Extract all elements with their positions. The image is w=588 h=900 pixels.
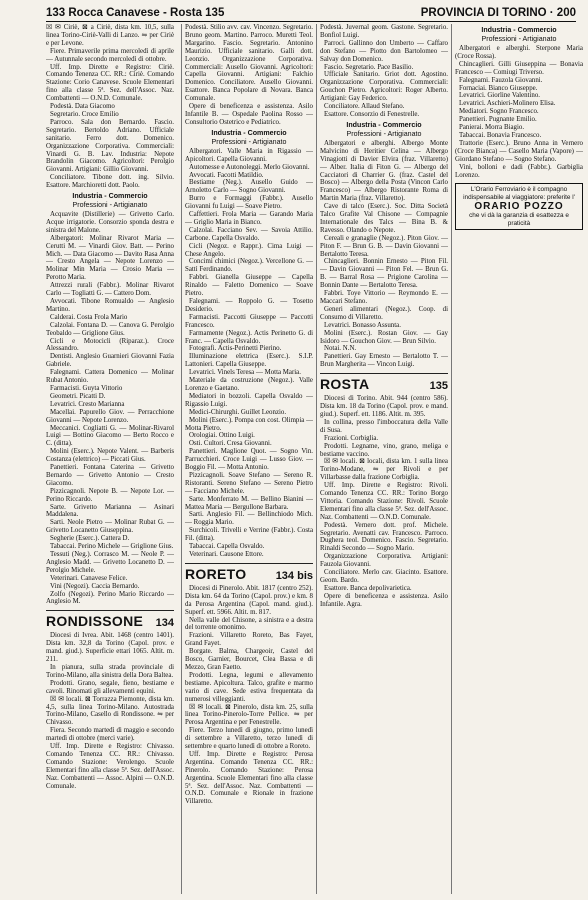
listing: Cicli (Negoz. e Rappr.). Cima Luigi — Chese Angelo. xyxy=(185,242,313,258)
column-3 xyxy=(316,24,448,894)
listing: Automesse e Autonoleggi. Merlo Giovanni. xyxy=(189,163,310,171)
section-title: Industria - Commercio xyxy=(346,120,422,129)
listing: Meccanici. Cogliatti G. — Molinar-Rivarol Luigi — Bottino Giacomo — Berto Rocco e C. (ditta). xyxy=(46,424,174,448)
paragraph: Conciliatore. Tibone dott. ing. Silvio. Esattore. Marchioretti dott. Paolo. xyxy=(46,174,174,190)
paragraph: Organizzazione Corporativa. Artigiani: Fauzola Giovanni. xyxy=(320,553,448,569)
listing: Macellai. Papurello Giov. — Perracchione Giovanni — Nepote Lorenzo. xyxy=(46,408,174,424)
paragraph: In pianura, sulla strada provinciale di Torino-Milano, alla sinistra della Dora Baltea. xyxy=(46,663,174,679)
listing: Sarte. Grivetto Marianna — Asinari Maddalena. xyxy=(46,503,174,519)
paragraph: Ufficiale Sanitario. Griot dott. Agostino. Organizzazione Corporativa. Commerciali: Gouchon Pietro. Agricoltori: Roger Alberto. Artigiani: Gay Federico. xyxy=(320,71,448,103)
paragraph: Fiera. Secondo martedì di maggio e secondo martedì di ottobre (merci varie). xyxy=(46,727,174,743)
paragraph: Podestà. Data Giacomo xyxy=(50,103,115,111)
listing: Veterinari. Causone Ettore. xyxy=(189,551,264,558)
listing: Levatrici. Cresto Marianna xyxy=(50,400,125,408)
listing: Chincaglieri. Bonnin Ernesto — Piton Fil. — Davin Giovanni — Piton Fel. — Brun G. B. — Barral Rosa — Prigione Carolina — Bonnin Dante — Bertalotto Teresa. xyxy=(320,258,448,290)
listing: Molini (Eserc.). Nepote Valent. — Barberis Costanza (elettrico) — Piccati Gius. xyxy=(46,448,174,464)
listing: Molini (Eserc.). Pompa con cost. Olimpia — Motta Pietro. xyxy=(185,416,313,432)
listing: Surchicoli. Trivelli e Verrine (Fabbr.). Costa Fil. (ditta). xyxy=(185,527,313,543)
listing: Levatrici. Bonasso Assunta. xyxy=(324,321,401,329)
header-left: 133 Rocca Canavese - Rosta 135 xyxy=(46,6,225,19)
paragraph: Uff. Imp. Dirette e Registro: Chivasso. Comando Tenenza CC. RR.: Chivasso. Comando Stazione: Verolengo. Scuole Elementari fino alla classe 5ª. Sez. dell'Assoc. Naz. Combattenti — Assoc. Alpini — O.N.D. Comunale. xyxy=(46,743,174,790)
paragraph: Podestà. Juvernal geom. Gastone. Segretario. Bonfiol Luigi. xyxy=(320,24,448,39)
listing: Tessuti (Neg.). Corrasco M. — Neole P. — Anglesio Madd. — Grivetto Locanetto D. — Perolgio Michele. xyxy=(46,551,174,574)
paragraph: Prodotti. Legna, legumi e allevamento bestiame. Apicoltura. Talco, grafite e marmo vario di cave. Sede estiva frequentata da numerosi villeggianti. xyxy=(185,671,313,703)
paragraph: ☒ ✉ Ciriè, ⊠ a Ciriè, dista km. 10,5, sulla linea Torino-Ciriè-Valli di Lanzo. ⇋ per Ciriè e per Levone. xyxy=(46,24,174,47)
listing: Bestiame (Neg.). Ausello Guido — Arnoletto Carlo — Sogno Giovanni. xyxy=(185,179,313,195)
listing: Avvocati. Facotti Matildio. xyxy=(189,171,264,179)
town-name: ROSTA xyxy=(320,376,370,393)
listing: Albergatori. Valle Maria in Rigassio — Apicoltori. Capella Giovanni. xyxy=(185,147,313,163)
listing: Molini (Eserc.). Rostan Giov. — Gay Isidoro — Gouchon Giov. — Brun Silvio. xyxy=(320,329,448,345)
listing: Panettieri. Gay Ernesto — Bertalotto T. — Brun Margherita — Vincon Luigi. xyxy=(320,353,448,369)
paragraph: Esattore. Consorzio di Fenestrelle. xyxy=(324,110,420,118)
paragraph: ☒ ✉ locali. ⊠ locali, dista km. 1 sulla linea Torino-Modane, ⇋ per Rivoli e per Villarbasse dalla frazione Corbiglia. xyxy=(320,458,448,482)
paragraph: Fascio. Segretario. Pace Basilio. xyxy=(324,63,414,71)
listing: Falegnami. Fauzola Giovanni. xyxy=(459,76,543,84)
town-number: 134 bis xyxy=(275,569,313,582)
listing: Calzolai. Fontana D. — Canova G. Perolgio Teobaldo — Griglione Gius. xyxy=(46,321,174,337)
listing: Dentisti. Anglesio Guarnieri Giovanni Fazia Gabriele. xyxy=(46,353,174,369)
orario-pozzo-ad xyxy=(455,183,583,230)
town-number: 135 xyxy=(429,380,448,393)
listing: Acquavite (Distillerie) — Grivetto Carlo. Acque irrigatorie. Consorzio sponda destra e sinistra del Malone. xyxy=(46,211,174,234)
ad-line-3: che vi dà la garanzia di esattezza e praticità xyxy=(469,212,569,227)
paragraph: Frazioni. Corbiglia. xyxy=(324,434,379,442)
section-subtitle: Professioni - Artigianato xyxy=(72,201,148,210)
paragraph: Podestà. Vernero dott. prof. Michele. Segretario. Avenatti cav. Francesco. Parroco. Dughera teol. Domenico. Fascio. Segretario. Rinaldi Secondo — Sogno Mario. xyxy=(320,521,448,553)
listing: Cereali e granaglie (Negoz.). Piton Giov. — Piton F. — Brun G. B. — Davin Giovanni — Bertalotto Teresa. xyxy=(320,234,448,258)
listing: Attrezzi rurali (Fabbr.). Molinar Rivarot Carlo — Togliatti G. — Cattero Dom. xyxy=(46,282,174,298)
listing: Tabaccai. Capella Osvaldo. xyxy=(189,543,265,551)
listing: Tabaccai. Bonavia Francesco. xyxy=(459,131,542,139)
paragraph: Uff. Imp. Dirette e Registro: Perosa Argentina. Comando Tenenza CC. RR.: Pinerolo. Comando Stazione: Perosa Argentina. Scuole Elementari fino alla classe 5ª. Sez. dell'Assoc. Naz. Combattenti — O.N.D. Comunale e Rionale in frazione Villaretto. xyxy=(185,750,313,806)
listing: Falegnami. Cattera Domenico — Molinar Rubat Antonio. xyxy=(46,369,174,385)
paragraph: Conciliatore. Merlo cav. Giacinto. Esattore. Geom. Bardo. xyxy=(320,569,448,584)
listing: Sarti. Neole Pietro — Molinar Rubat G. — Grivetto Locanetto Giuseppina. xyxy=(46,519,174,535)
header-right: PROVINCIA DI TORINO · 200 xyxy=(420,6,576,19)
listing: Trattorie (Eserc.). Bruno Anna in Vernero (Croce Bianca) — Casello Maria (Vapore) — Giordano Stefano — Sogno Stefano. xyxy=(455,139,583,163)
listing: Geometri. Picatti D. xyxy=(50,392,106,400)
listing: Vini, bolloni e dadi (Fabbr.). Garbiglia Lorenzo. xyxy=(455,163,583,179)
paragraph: Parroco. Sala don Bernardo. Fascio. Segretario. Bertoldo Adriano. Ufficiale sanitario. Ferro dott. Domenico. Organizzazione Corporativa. Commerciali: Vinardi G. B. Lav. Industria: Nepote Brandolin Giacomo. Agricoltori: Perolgio Giovanni. Artigiani: Gillio Giovanni. xyxy=(46,118,174,174)
town-heading xyxy=(320,373,448,392)
paragraph: Conciliatore. Allaud Stefano. xyxy=(324,103,405,111)
town-heading xyxy=(185,563,313,582)
paragraph: Nella valle del Chisone, a sinistra e a destra del torrente omonimo. xyxy=(185,616,313,632)
paragraph: Diocesi di Pinerolo. Abit. 1817 (centro 252). Dista km. 64 da Torino (Capol. prov.) e km. 8 da Perosa Argentina (Capol. mand. giud.). Superf. ett. 5966. Altit. m. 817. xyxy=(185,584,313,616)
listing: Levatrici. Vinels Teresa — Motta Maria. xyxy=(189,369,301,377)
column-1 xyxy=(46,24,174,894)
listing: Calzolai. Facciano Sev. — Savoia Attilio. Carbone. Capella Osvaldo. xyxy=(185,226,313,242)
town-heading xyxy=(46,610,174,629)
listing: Panierai. Morra Biagio. xyxy=(459,124,525,132)
section-title: Industria - Commercio xyxy=(72,192,148,201)
listing: Farmamente (Negoz.). Actis Perinetto G. di Franc. — Capella Osvaldo. xyxy=(185,329,313,345)
listing: Farmacisti. Paccotti Giuseppe — Paccotti Francesco. xyxy=(185,313,313,329)
town-name: RORETO xyxy=(185,565,247,582)
listing: Tabaccai. Perino Michele — Griglione Gius. xyxy=(50,543,174,551)
paragraph: Uff. Imp. Dirette e Registro: Rivoli. Comando Tenenza CC. RR.: Torino Borgo Vittoria. Comando Stazione: Rivoli. Scuole Elementari fino alla classe 5ª. Sez. dell'Assoc. Naz. Combattenti — O.N.D. Comunale. xyxy=(320,482,448,521)
listing: Farmacisti. Guyta Vittorio xyxy=(50,384,123,392)
section-subtitle: Professioni - Artigianato xyxy=(346,129,422,138)
paragraph: Frazioni. Villaretto Roreto, Bas Fayet, Grand Fayet. xyxy=(185,632,313,648)
town-name: RONDISSONE xyxy=(46,613,144,630)
column-4 xyxy=(451,24,583,894)
listing: Caffettieri. Frola Maria — Garando Maria — Griglio Maria in Bianco. xyxy=(185,211,313,226)
listing: Notai. N.N. xyxy=(324,345,357,353)
listing: Mediatori. Sogno Francesco. xyxy=(459,108,539,116)
listing: Orologiai. Ottino Luigi. xyxy=(189,432,255,440)
paragraph: Opere di beneficenza e assistenza. Asilo Infantile B. — Ospedale Paolina Rosso — Consultorio Ostetrico e Pediatrico. xyxy=(185,103,313,126)
listing: Albergatori e alberghi. Albergo Monte Malvicino di Heritier Celina — Albergo Vinagiotti di Davier Elvira (fraz. Villaretto) — Alber. Italia di Fiton G. — Albergo del Cacciatori di Charrier G. (fraz. Castel del Bosco) — Albergo della Posta (Vincon Carlo Francesco) — Albergo Ristorante Roma di Martin Maria (fraz. Villaretto). xyxy=(320,139,448,203)
listing: Sarte. Monferrato M. — Bellino Bianini — Mattea Maria — Bergullone Barbara. xyxy=(185,495,313,511)
listing: Pizzicagnoli. Nepote B. — Nepote Lor. — Perino Riccardo. xyxy=(46,487,174,503)
section-subtitle: Professioni - Artigianato xyxy=(481,35,557,43)
paragraph: Diocesi di Ivrea. Abit. 1468 (centro 1401). Dista km. 32,8 da Torino (Capol. prov. e mand. giud.). Superficie ettari 1065. Altit. m. 211. xyxy=(46,632,174,664)
town-number: 134 xyxy=(155,617,174,630)
paragraph: Prodotti. Grano, segale, fieno, bestiame e cavoli. Rinomati gli allevamenti equini. xyxy=(46,679,174,695)
listing: Pizzicagnoli. Soave Stefano — Sereno R. Ristoranti. Sereno Stefano — Sereno Pietro — Facciano Michele. xyxy=(185,471,313,495)
listing: Fabbri. Toye Vittorio — Reymondo E. — Maccari Stefano. xyxy=(320,290,448,305)
listing: Sarti. Anglesio Fil. — Bellinchiodo Mich. — Roggia Mario. xyxy=(185,511,313,527)
listing: Cave di talco (Eserc.). Soc. Ditta Società Talco Grafite Val Chisone — Compagnie Internationale des Talcs — Bina B. & Ravesso. Olando o Nepote. xyxy=(320,203,448,234)
page-header xyxy=(46,4,576,22)
listing: Osti. Cultori. Cresa Giovanni. xyxy=(189,440,272,448)
paragraph: Uff. Imp. Dirette e Registro: Ciriè. Comando Tenenza CC. RR.: Ciriè. Comando Stazione: Corio Canavese. Scuole Elementari fino alla classe 5ª. Sez. dell'Assoc. Naz. Combattenti — O.N.D. Comunale. xyxy=(46,63,174,103)
listing: Fabbri. Gianella Giuseppe — Capella Rinaldo — Faletto Domenico — Soave Pietro. xyxy=(185,274,313,298)
listing: Calderai. Costa Frola Mario xyxy=(50,313,128,321)
listing: Panettieri. Fontana Caterina — Grivetto Bernardo — Grivetto Antonio — Cresto Giacomo. xyxy=(46,464,174,487)
listing: Illuminazione elettrica (Eserc.). S.I.P. Lattonieri. Capella Giuseppe. xyxy=(185,353,313,369)
listing: Burro e Formaggi (Fabbr.). Ausello Giovanni fu Luigi — Soave Pietro. xyxy=(185,195,313,211)
listing: Segherie (Eserc.). Cattera D. xyxy=(50,535,130,543)
listing: Generi alimentari (Negoz.). Coop. di Consumo di Villaretto. xyxy=(320,305,448,321)
column-2 xyxy=(181,24,313,894)
listing: Cicli e Motocicli (Riparaz.). Croce Alessandro. xyxy=(46,337,174,353)
listing: Avvocati. Tibone Romualdo — Anglesio Martino. xyxy=(46,298,174,313)
listing: Veterinari. Canavese Felice. xyxy=(50,574,128,582)
listing: Vini (Negozi). Caccia Bernardo. xyxy=(50,582,140,590)
listing: Levatrici. Giorline Valentino. xyxy=(459,92,541,100)
listing: Falegnami. — Roppolo G. — Tosetto Desiderio. xyxy=(185,298,313,313)
paragraph: Opere di beneficenza e assistenza. Asilo Infantile. Agra. xyxy=(320,592,448,608)
listing: Panettieri. Maglione Quot. — Sogno Vin. Parrucchieri. Croce Luigi — Lusso Giov. — Boggio Fil. — Motta Antonio. xyxy=(185,448,313,472)
listing: Medici-Chirurghi. Guillet Leonzio. xyxy=(189,408,287,416)
paragraph: ☒ ✉ locali. ⊠ Torrazza Piemonte, dista km. 4,5, sulla linea Torino-Milano. Autostrada Torino-Milano, Casello di Rondissone. ⇋ per Chivasso. xyxy=(46,695,174,727)
paragraph: Podestà. Stilio avv. cav. Vincenzo. Segretario. Bruno geom. Martino. Parroco. Muretti Teol. Margarino. Fascio. Segretario. Antonino Maurizio. Ufficiale sanitario. Galli dott. Leonzio. Organizzazione Corporativa. Commerciali: Ausello Giovanni. Agricoltori: Capella Giovanni. Artigiani: Falchio Domenico. Conciliatore. Ausello Giovanni. Esattore. Banca Popolare di Novara. Banca Comunale. xyxy=(185,24,313,103)
listing: Materiale da costruzione (Negoz.). Valle Lorenzo e Gaetano. xyxy=(185,377,313,392)
listing: Albergatori: Molinar Rivarot Maria — Cerutti M. — Vinardi Giov. Batt. — Perino Mich. — Data Giacomo — Davito Rasa Anna — Cresto Angela — Nepote Lorenzo — Molinar Min Maria — Crosio Maria — Perotto Maria. xyxy=(46,234,174,282)
paragraph: Segretario. Croce Emilio xyxy=(50,110,119,118)
paragraph: Parroci. Gallinno don Umberto — Caffaro don Stefano — Piotto don Bartolomeo — Salvay don Domenico. xyxy=(320,39,448,63)
paragraph: Diocesi di Torino. Abit. 944 (centro 586). Dista km. 18 da Torino (Capol. prov. e mand. giud.). Superf. ett. 1186. Altit. m. 395. xyxy=(320,395,448,418)
listing: Fotografi. Actis-Perinetti Pierino. xyxy=(189,345,282,353)
paragraph: ☒ ✉ locali. ⊠ Pinerolo, dista km. 25, sulla linea Torino-Pinerolo-Torre Pellice. ⇋ per Perosa Argentina e per Fenestrelle. xyxy=(185,703,313,727)
listing: Fornaciai. Bianco Giuseppe. xyxy=(459,84,538,92)
ad-title: ORARIO POZZO xyxy=(474,201,564,213)
listing: Levatrici. Aschieri-Molinero Elisa. xyxy=(459,100,556,108)
section-subtitle: Professioni - Artigianato xyxy=(211,137,287,146)
listing: Mediatori in bozzoli. Capella Osvaldo — Rigassio Luigi. xyxy=(185,392,313,408)
listing: Zolfo (Negozi). Perino Mario Riccardo — Anglesio M. xyxy=(46,590,174,606)
paragraph: Borgate. Balma, Chargeoir, Castel del Bosco, Garnier, Bourcet, Clea Bassa e di Mezzo, Gran Faetto. xyxy=(185,648,313,671)
ad-line-1: L'Orario Ferroviario è il compagno indispensabile al viaggiatore: preferite l' xyxy=(463,186,575,201)
listing: Albergatori e alberghi. Sterpone Maria (Croce Rossa). xyxy=(455,45,583,60)
section-title: Industria - Commercio xyxy=(481,26,557,34)
paragraph: Fiere. Terzo lunedì di giugno, primo lunedì di settembre a Villaretto, terzo lunedì di settembre e quarto lunedì di ottobre a Roreto. xyxy=(185,727,313,751)
paragraph: In collina, presso l'imboccatura della Valle di Susa. xyxy=(320,418,448,434)
paragraph: Esattore. Banca depolivarietica. xyxy=(324,584,412,592)
listing: Panettieri. Pugnante Emilio. xyxy=(459,116,537,124)
paragraph: Fiere. Primaverile prima mercoledì di aprile — Autunnale secondo mercoledì di ottobre. xyxy=(46,47,174,63)
paragraph: Prodotti. Legname, vino, grano, meliga e bestiame vaccino. xyxy=(320,442,448,458)
listing: Chincaglieri. Gilli Giuseppina — Bonavia Francesco — Comiugi Triverso. xyxy=(455,60,583,76)
listing: Concimi chimici (Negoz.). Vercellone G. — Sattì Ferdinando. xyxy=(185,258,313,274)
section-title: Industria - Commercio xyxy=(211,128,287,137)
